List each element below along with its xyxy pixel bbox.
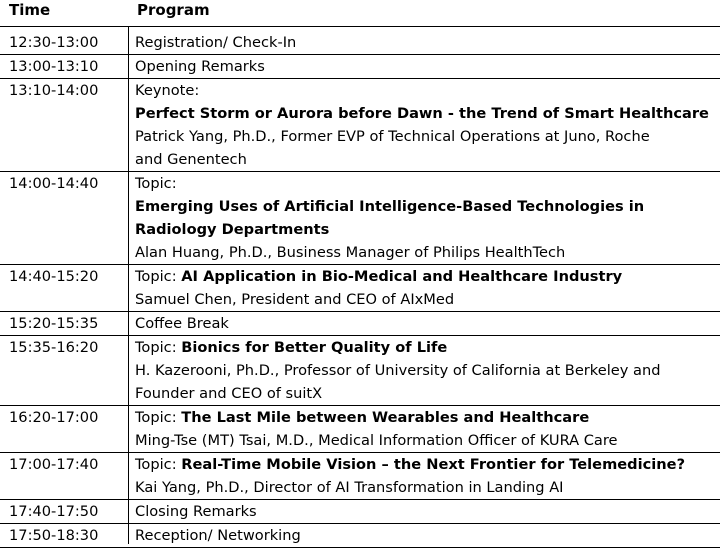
program-column-header: Program — [137, 1, 210, 19]
program-text: Topic: — [135, 339, 182, 356]
program-text: Opening Remarks — [135, 58, 265, 75]
schedule-row — [0, 453, 720, 500]
time-cell: 12:30-13:00 — [9, 34, 99, 51]
program-text: Samuel Chen, President and CEO of AIxMed — [135, 291, 455, 308]
program-line — [135, 172, 717, 195]
program-line — [135, 218, 717, 241]
program-cell — [135, 31, 717, 54]
schedule-row — [0, 31, 720, 55]
program-text: and Genentech — [135, 151, 247, 168]
time-cell: 17:50-18:30 — [9, 527, 99, 544]
schedule-row — [0, 312, 720, 336]
program-line — [135, 429, 717, 452]
program-line — [135, 288, 717, 311]
program-text: Registration/ Check-In — [135, 34, 297, 51]
program-cell — [135, 406, 717, 452]
program-line — [135, 79, 717, 102]
program-line — [135, 382, 717, 405]
session-title: AI Application in Bio-Medical and Healthcare Industry — [181, 268, 623, 285]
program-line — [135, 55, 717, 78]
program-text: Topic: — [135, 268, 182, 285]
schedule-row — [0, 172, 720, 265]
schedule-row — [0, 336, 720, 406]
program-line — [135, 359, 717, 382]
time-cell: 14:00-14:40 — [9, 175, 99, 192]
program-text: Kai Yang, Ph.D., Director of AI Transformation in Landing AI — [135, 479, 564, 496]
time-cell: 16:20-17:00 — [9, 409, 99, 426]
program-line — [135, 453, 717, 476]
time-cell: 17:40-17:50 — [9, 503, 99, 520]
schedule-row — [0, 406, 720, 453]
program-text: Ming-Tse (MT) Tsai, M.D., Medical Information Officer of KURA Care — [135, 432, 618, 449]
program-text: Topic: — [135, 175, 177, 192]
time-column-header: Time — [9, 1, 51, 19]
time-cell: 13:00-13:10 — [9, 58, 99, 75]
program-cell — [135, 500, 717, 523]
time-cell: 13:10-14:00 — [9, 82, 99, 99]
program-cell — [135, 79, 717, 171]
schedule-row — [0, 500, 720, 524]
session-title: Emerging Uses of Artificial Intelligence-Based Technologies in — [135, 198, 645, 215]
program-cell — [135, 265, 717, 311]
schedule-row — [0, 524, 720, 548]
program-text: H. Kazerooni, Ph.D., Professor of University of California at Berkeley and — [135, 362, 661, 379]
program-text: Coffee Break — [135, 315, 229, 332]
session-title: Real-Time Mobile Vision – the Next Frontier for Telemedicine? — [181, 456, 686, 473]
program-text: Patrick Yang, Ph.D., Former EVP of Technical Operations at Juno, Roche — [135, 128, 650, 145]
column-divider — [128, 26, 129, 544]
program-text: Keynote: — [135, 82, 200, 99]
program-cell — [135, 172, 717, 264]
program-line — [135, 31, 717, 54]
program-text: Reception/ Networking — [135, 527, 301, 544]
program-text: Topic: — [135, 409, 182, 426]
program-line — [135, 406, 717, 429]
program-line — [135, 312, 717, 335]
program-cell — [135, 453, 717, 499]
session-title: Radiology Departments — [135, 221, 330, 238]
schedule-row — [0, 55, 720, 79]
program-text: Founder and CEO of suitX — [135, 385, 323, 402]
time-cell: 15:20-15:35 — [9, 315, 99, 332]
program-line — [135, 265, 717, 288]
program-cell — [135, 55, 717, 78]
session-title: Perfect Storm or Aurora before Dawn - the Trend of Smart Healthcare — [135, 105, 709, 122]
program-line — [135, 500, 717, 523]
program-cell — [135, 312, 717, 335]
program-text: Topic: — [135, 456, 182, 473]
schedule-row — [0, 79, 720, 172]
program-cell — [135, 336, 717, 405]
program-line — [135, 125, 717, 148]
program-line — [135, 476, 717, 499]
time-cell: 17:00-17:40 — [9, 456, 99, 473]
program-line — [135, 148, 717, 171]
table-header — [0, 0, 720, 27]
time-cell: 14:40-15:20 — [9, 268, 99, 285]
program-line — [135, 241, 717, 264]
program-line — [135, 336, 717, 359]
session-title: The Last Mile between Wearables and Healthcare — [181, 409, 590, 426]
time-cell: 15:35-16:20 — [9, 339, 99, 356]
session-title: Bionics for Better Quality of Life — [181, 339, 448, 356]
schedule-row — [0, 265, 720, 312]
program-line — [135, 195, 717, 218]
program-line — [135, 102, 717, 125]
program-text: Alan Huang, Ph.D., Business Manager of Philips HealthTech — [135, 244, 566, 261]
program-text: Closing Remarks — [135, 503, 257, 520]
